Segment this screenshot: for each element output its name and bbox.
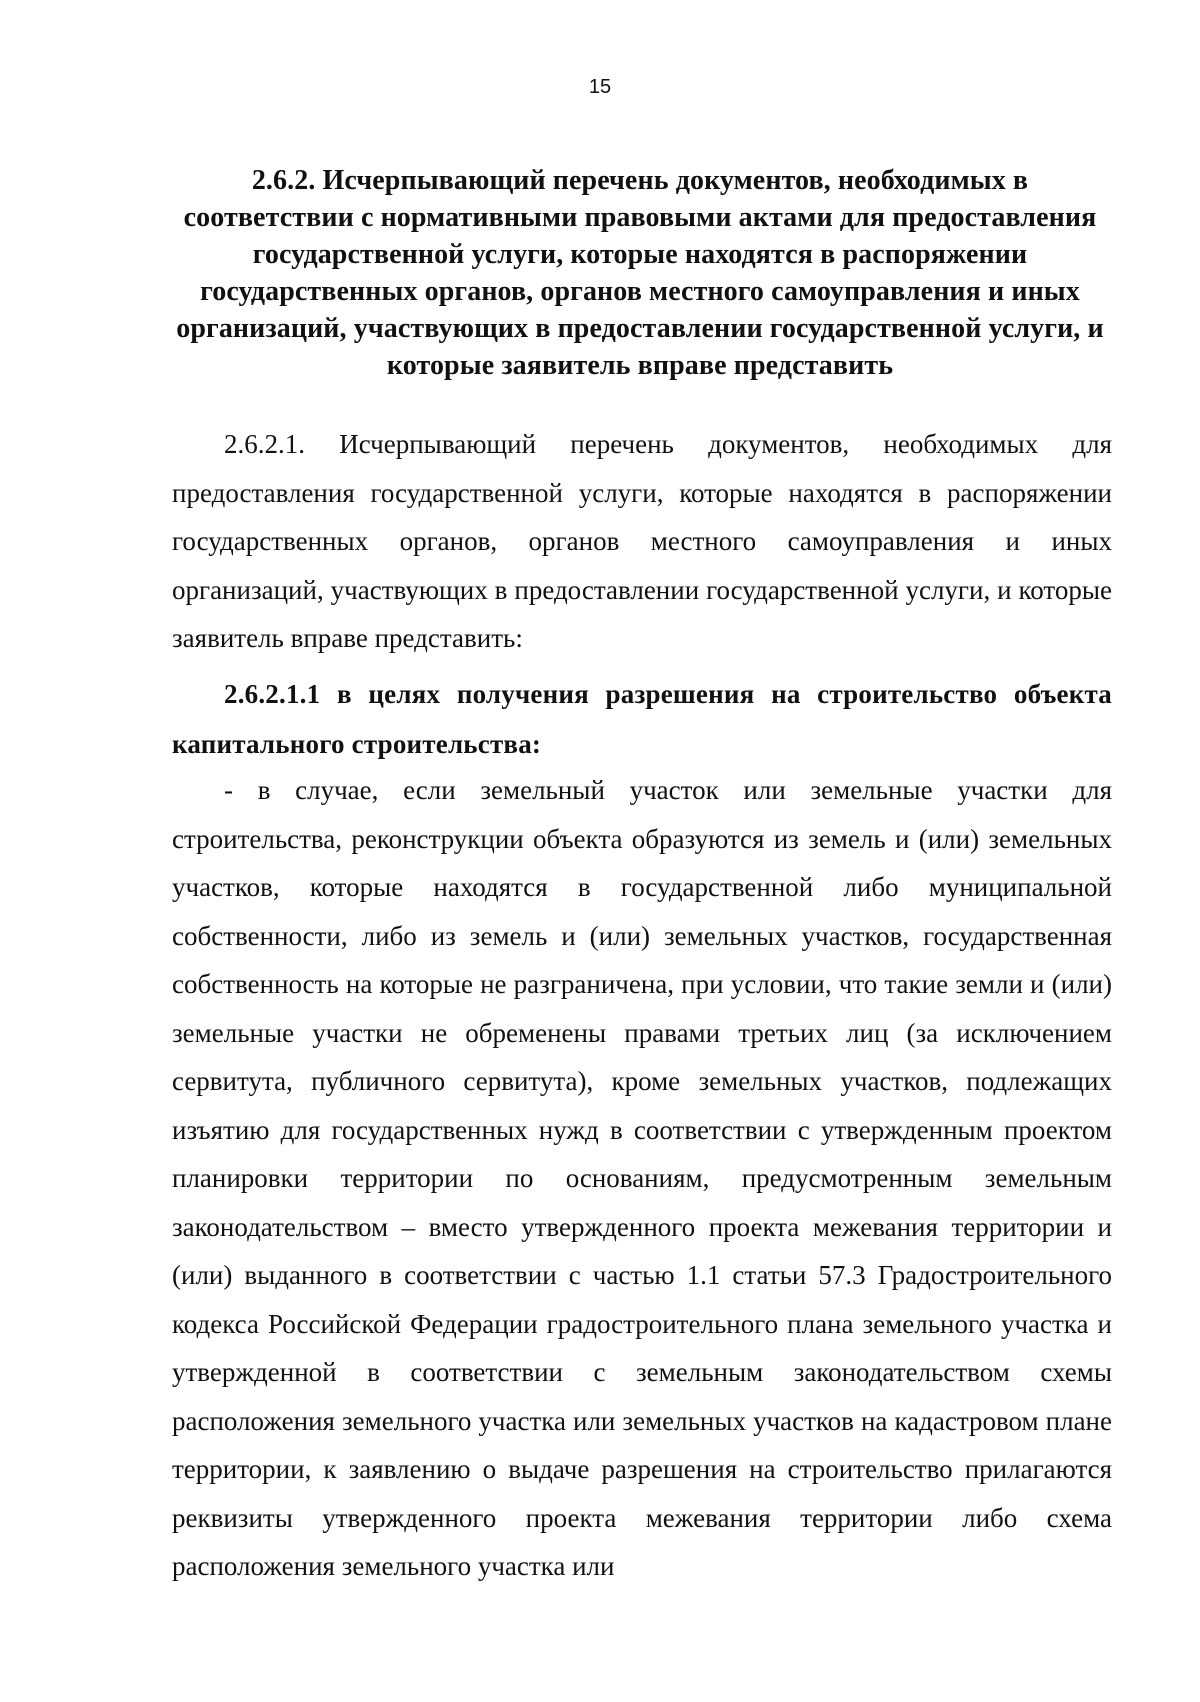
page-number: 15 [588,76,612,98]
section-heading: 2.6.2. Исчерпывающий перечень документов, необходимых в соответствии с нормативными правовыми актами для предоставления государственной услуги, которые находятся в распоряжении государственных органов, органов местного самоуправления и иных организаций, участвующих в предоставлении государственной услуги, и которые заявитель вправе представить [176,165,1104,381]
paragraph-2-6-2-1: 2.6.2.1. Исчерпывающий перечень документов, необходимых для предоставления государственной услуги, которые находятся в распоряжении государственных органов, органов местного самоуправления и иных организаций, участвующих в предоставлении государственной услуги, и которые заявитель вправе представить: [172,429,1112,653]
paragraph-2-6-2-1-1: 2.6.2.1.1 в целях получения разрешения на строительство объекта капитального строительства: [172,679,1112,759]
paragraph-land-plot-case: - в случае, если земельный участок или земельные участки для строительства, реконструкции объекта образуются из земель и (или) земельных участков, которые находятся в государственной либо муниципальной собственности, либо из земель и (или) земельных участков, государственная собственность на которые не разграничена, при условии, что такие земли и (или) земельные участки не обременены правами третьих лиц (за исключением сервитута, публичного сервитута), кроме земельных участков, подлежащих изъятию для государственных нужд в соответствии с утвержденным проектом планировки территории по основаниям, предусмотренным земельным законодательством – вместо утвержденного проекта межевания территории и (или) выданного в соответствии с частью 1.1 статьи 57.3 Градостроительного кодекса Российской Федерации градостроительного плана земельного участка и утвержденной в соответствии с земельным законодательством схемы расположения земельного участка или земельных участков на кадастровом плане территории, к заявлению о выдаче разрешения на строительство прилагаются реквизиты утвержденного проекта межевания территории либо схема расположения земельного участка или [172,775,1112,1581]
